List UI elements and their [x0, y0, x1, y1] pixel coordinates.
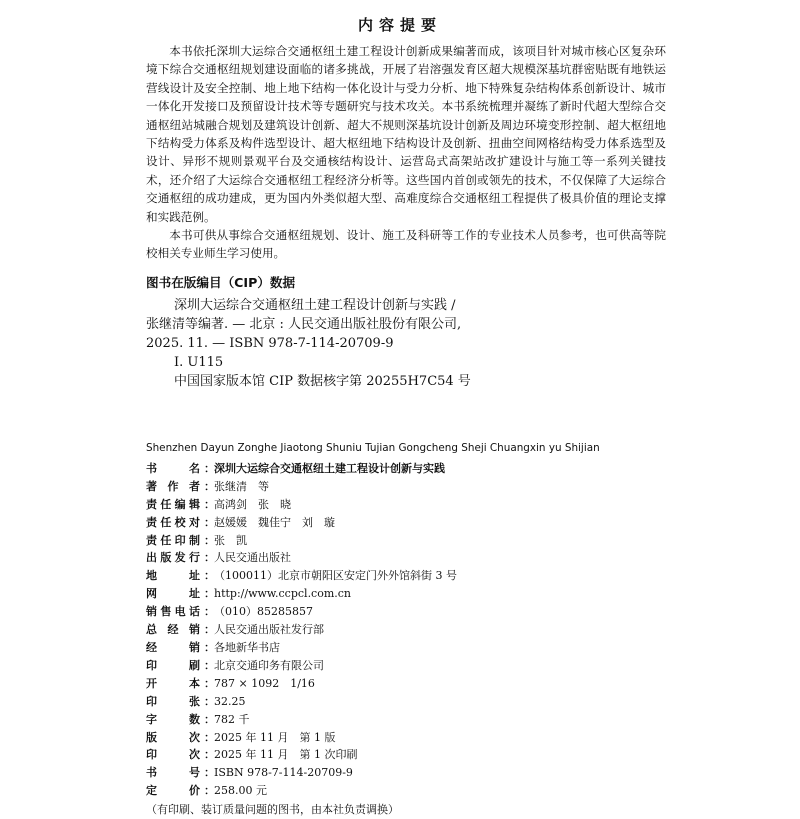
pinyin-title: Shenzhen Dayun Zonghe Jiaotong Shuniu Tujian Gongcheng Sheji Chuangxin yu Shijian	[146, 442, 600, 454]
info-row-phone: 销售电话 ： （010）85285857	[146, 605, 313, 619]
summary-title: 内容提要	[357, 16, 442, 34]
cip-class-line: Ⅰ. U115	[174, 355, 224, 370]
info-row-publisher: 出版发行 ： 人民交通出版社	[146, 551, 291, 565]
info-row-print-manager: 责任印制 ： 张 凯	[146, 533, 247, 547]
info-row-author: 著作者 ： 张继清 等	[146, 479, 269, 493]
cip-date-isbn-line: 2025. 11. — ISBN 978-7-114-20709-9	[146, 336, 394, 351]
info-row-printer: 印刷 ： 北京交通印务有限公司	[146, 658, 324, 672]
info-row-sheets: 印张 ： 32.25	[146, 694, 246, 708]
info-row-printing: 印次 ： 2025 年 11 月 第 1 次印刷	[146, 748, 358, 762]
info-row-proofreader: 责任校对 ： 赵媛媛 魏佳宁 刘 璇	[146, 515, 335, 529]
info-row-retailer: 经销 ： 各地新华书店	[146, 640, 280, 654]
summary-section	[146, 42, 666, 263]
info-row-address: 地址 ： （100011）北京市朝阳区安定门外外馆斜街 3 号	[146, 569, 457, 583]
info-row-isbn: 书号 ： ISBN 978-7-114-20709-9	[146, 766, 353, 780]
info-row-word-count: 字数 ： 782 千	[146, 712, 250, 726]
info-row-title: 书名 ： 深圳大运综合交通枢纽土建工程设计创新与实践	[146, 461, 445, 475]
info-row-format: 开本 ： 787 × 1092 1/16	[146, 676, 315, 690]
info-row-editor: 责任编辑 ： 高鸿剑 张 晓	[146, 497, 291, 511]
info-row-website: 网址 ： http://www.ccpcl.com.cn	[146, 587, 352, 601]
summary-paragraph-1: 本书依托深圳大运综合交通枢纽土建工程设计创新成果编著而成，该项目针对城市核心区复杂环境下综合交通枢纽规划建设面临的诸多挑战，开展了岩溶强发育区超大规模深基坑群密贴既有地铁运营线设计及安全控制、地上地下结构一体化设计与受力分析、地下特殊复杂结构体系创新设计、城市一体化开发接口及预留设计技术等专题研究与技术攻关。本书系统梳理并凝练了新时代超大型综合交通枢纽站城融合规划及建筑设计创新、超大不规则深基坑设计创新及周边环境变形控制、超大枢纽地下结构受力体系及构件选型设计、超大枢纽地下结构设计及创新、扭曲空间网格结构受力体系选型及设计、异形不规则景观平台及交通核结构设计、运营岛式高架站改扩建设计与施工等一系列关键技术，还介绍了大运综合交通枢纽工程经济分析等。这些国内首创或领先的技术，不仅保障了大运综合交通枢纽的成功建成，更为国内外类似超大型、高难度综合交通枢纽工程提供了极具价值的理论支撑和实践范例。	[146, 44, 666, 224]
cip-title-line: 深圳大运综合交通枢纽土建工程设计创新与实践 /	[174, 298, 456, 313]
cip-block	[146, 273, 471, 391]
cip-record-line: 中国国家版本馆 CIP 数据核字第 20255H7C54 号	[174, 374, 471, 389]
cip-author-line: 张继清等编著. — 北京 : 人民交通出版社股份有限公司,	[146, 317, 462, 332]
info-row-edition: 版次 ： 2025 年 11 月 第 1 版	[146, 730, 336, 744]
cip-heading: 图书在版编目（CIP）数据	[146, 275, 296, 290]
summary-paragraph-2: 本书可供从事综合交通枢纽规划、设计、施工及科研等工作的专业技术人员参考，也可供高等院校相关专业师生学习使用。	[146, 228, 666, 261]
quality-note: （有印刷、装订质量问题的图书，由本社负责调换）	[146, 803, 399, 817]
publication-info	[146, 440, 600, 819]
info-row-distributor: 总经销 ： 人民交通出版社发行部	[146, 623, 324, 637]
info-row-price: 定价 ： 258.00 元	[146, 784, 267, 798]
